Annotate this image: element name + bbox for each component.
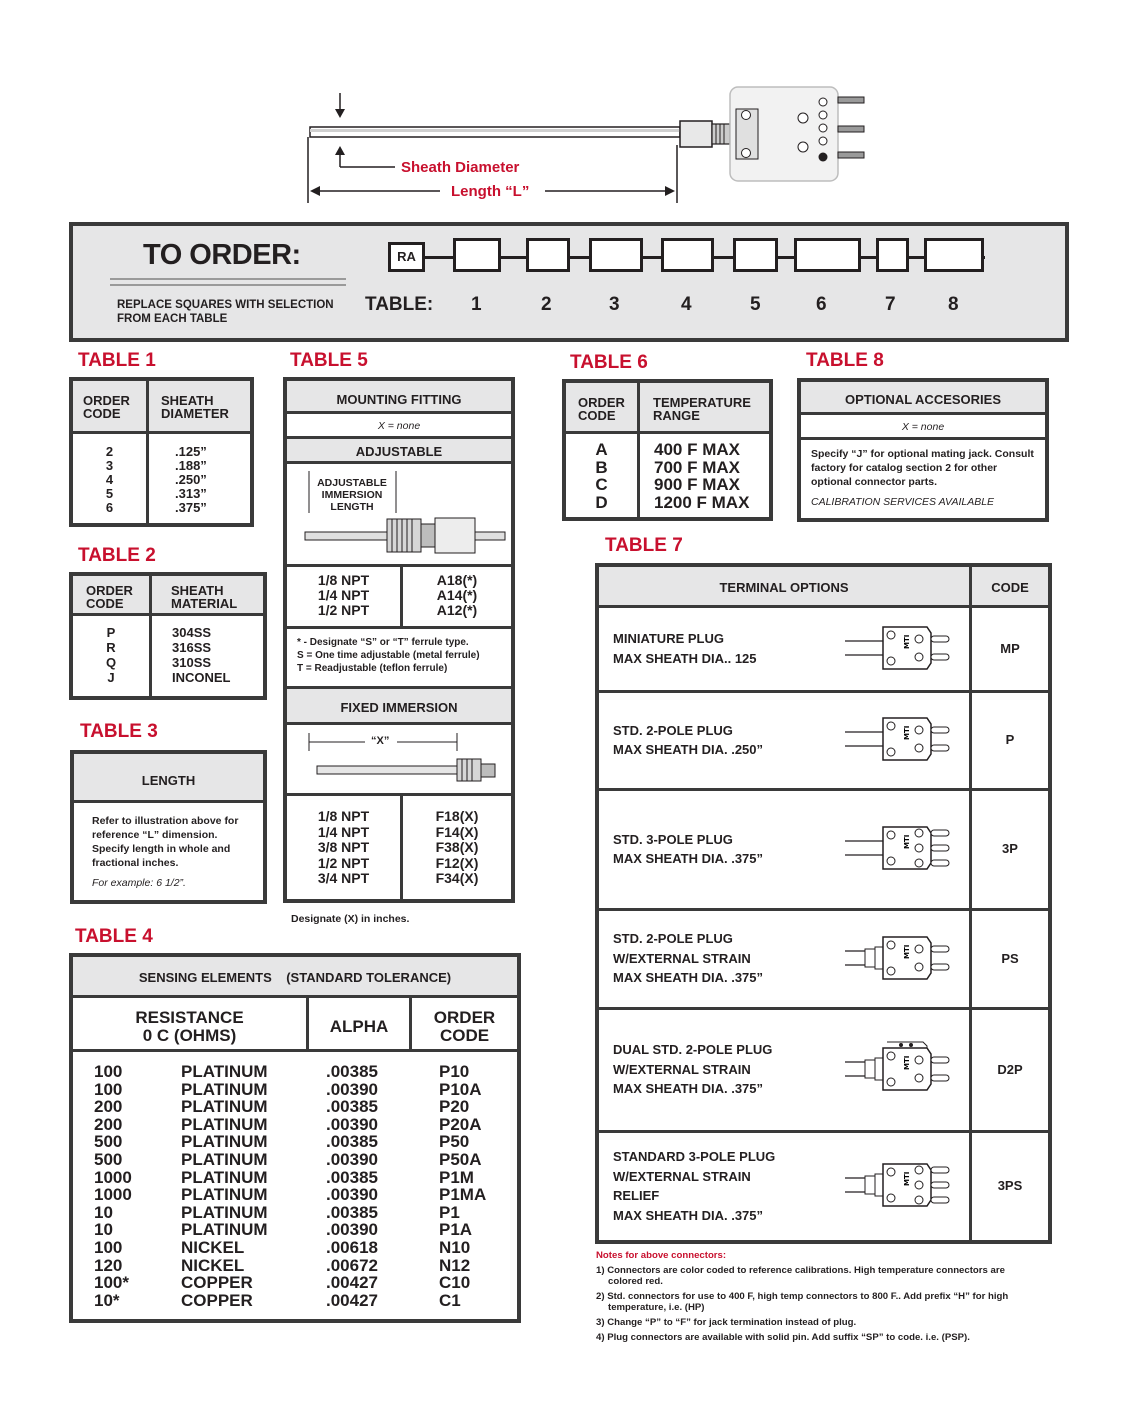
table4-metal: NICKEL bbox=[181, 1255, 245, 1275]
table5-adjustable: ADJUSTABLE bbox=[355, 444, 443, 459]
table5-adj-code: A12(*) bbox=[436, 602, 478, 618]
table7-option-line: MAX SHEATH DIA. .375” bbox=[613, 851, 764, 866]
table4-row bbox=[73, 1081, 513, 1099]
table2-value: 316SS bbox=[172, 640, 212, 655]
table7-option-line: STD. 3-POLE PLUG bbox=[613, 831, 733, 847]
table1-code: 4 bbox=[105, 472, 114, 487]
plug-mark: MTI bbox=[903, 1055, 911, 1070]
table1-code: 6 bbox=[105, 500, 114, 515]
order-square-7[interactable] bbox=[876, 238, 909, 272]
table4-metal: COPPER bbox=[181, 1290, 253, 1310]
order-square-5[interactable] bbox=[733, 238, 778, 272]
table2-code: J bbox=[107, 670, 115, 685]
table2-value: 304SS bbox=[172, 625, 212, 640]
table1-value: .250” bbox=[175, 472, 207, 487]
table4-metal: PLATINUM bbox=[181, 1202, 268, 1222]
table7-option-line: RELIEF bbox=[613, 1188, 660, 1203]
table5-fixed-code: F18(X) bbox=[435, 808, 479, 824]
order-instructions: REPLACE SQUARES WITH SELECTION FROM EACH TABLE bbox=[117, 299, 334, 325]
table5 bbox=[283, 377, 515, 903]
table4-row bbox=[73, 1274, 513, 1292]
table4-code: P50A bbox=[439, 1150, 482, 1169]
table7-option-line: MAX SHEATH DIA.. 125 bbox=[613, 650, 757, 666]
table6-value: 900 F MAX bbox=[654, 475, 740, 495]
table5-note2: S = One time adjustable (metal ferrule) bbox=[297, 650, 480, 661]
table4-col3b: CODE bbox=[439, 1026, 490, 1045]
table5-fixed-size: 1/2 NPT bbox=[317, 854, 370, 871]
table7-code: D2P bbox=[997, 1061, 1023, 1077]
table7-divider bbox=[599, 1130, 1048, 1133]
probe-diagram bbox=[290, 85, 890, 210]
table5-fixed-code: F14(X) bbox=[435, 823, 479, 840]
table4-alpha: .00618 bbox=[326, 1238, 378, 1257]
order-title-rule bbox=[110, 278, 346, 286]
table7-option-line: MAX SHEATH DIA. .375” bbox=[613, 970, 764, 986]
order-num-2: 2 bbox=[541, 294, 552, 315]
table5-fixed: FIXED IMMERSION bbox=[340, 700, 458, 715]
table4-ohms: 120 bbox=[94, 1255, 123, 1275]
table7-option-line: W/EXTERNAL STRAIN bbox=[613, 950, 751, 966]
plug-connector-icon bbox=[835, 1034, 955, 1104]
plug-connector-icon bbox=[835, 704, 955, 774]
table1-value: .375” bbox=[175, 500, 207, 515]
table4-code: N12 bbox=[439, 1255, 471, 1275]
table7-option-text bbox=[613, 1147, 775, 1225]
table4-row bbox=[73, 1204, 513, 1222]
table5-fixed-size: 3/8 NPT bbox=[317, 839, 370, 856]
table4-header: SENSING ELEMENTS (STANDARD TOLERANCE) bbox=[138, 970, 452, 985]
table6-title: TABLE 6 bbox=[570, 352, 648, 373]
table4-metal: PLATINUM bbox=[181, 1132, 268, 1152]
table4-code: P10 bbox=[439, 1062, 470, 1081]
table7-option-text bbox=[613, 721, 763, 760]
table7-divider bbox=[599, 605, 1048, 608]
table4-metal: PLATINUM bbox=[181, 1097, 268, 1117]
note-item: 4) Plug connectors are available with solid pin. Add suffix “SP” to code. i.e. (PSP). bbox=[596, 1332, 970, 1343]
table2-value: 310SS bbox=[172, 655, 212, 670]
table4-metal: PLATINUM bbox=[181, 1114, 268, 1134]
table5-title: TABLE 5 bbox=[290, 350, 368, 371]
order-square-3[interactable] bbox=[589, 238, 643, 272]
table7-option-line: W/EXTERNAL STRAIN bbox=[613, 1061, 751, 1077]
table1-value: .125” bbox=[175, 444, 207, 459]
table7-option-line: DUAL STD. 2-POLE PLUG bbox=[613, 1042, 773, 1058]
table5-note3: T = Readjustable (teflon ferrule) bbox=[297, 663, 448, 674]
table6-value: 700 F MAX bbox=[654, 457, 740, 477]
plug-mark: MTI bbox=[903, 634, 911, 649]
table6-col2: TEMPERATURE RANGE bbox=[653, 395, 751, 423]
table4-row bbox=[73, 1151, 513, 1169]
table6-code: D bbox=[595, 492, 608, 512]
plug-connector-icon bbox=[835, 1150, 955, 1220]
table7-col2: CODE bbox=[991, 580, 1029, 595]
order-square-8[interactable] bbox=[924, 238, 984, 272]
note-item: 2) Std. connectors for use to 400 F, high temp connectors to 800 F.. Add prefix “H” for high temperature, i.e. (HP) bbox=[596, 1291, 1009, 1313]
table2-value: INCONEL bbox=[172, 670, 231, 685]
table4-metal: PLATINUM bbox=[181, 1079, 268, 1099]
table7-option-line: MAX SHEATH DIA. .375” bbox=[613, 1081, 764, 1097]
table7-option-line: MAX SHEATH DIA. .250” bbox=[613, 742, 764, 757]
table3-text: Refer to illustration above for reference “L” dimension. Specify length in whole and fractional inches. bbox=[92, 815, 239, 869]
table4-alpha: .00672 bbox=[326, 1255, 378, 1275]
prefix-text: RA bbox=[397, 249, 416, 264]
table5-adj-size: 1/8 NPT bbox=[317, 572, 370, 588]
table2-col2: SHEATH MATERIAL bbox=[171, 583, 238, 611]
table3-example: For example: 6 1/2”. bbox=[92, 877, 186, 889]
plug-mark: MTI bbox=[903, 1171, 911, 1186]
table7-option-line: MINIATURE PLUG bbox=[613, 631, 724, 646]
table5-fixed-code: F12(X) bbox=[435, 854, 479, 871]
table4-metal: PLATINUM bbox=[181, 1185, 268, 1205]
table7-divider bbox=[599, 908, 1048, 911]
table7-code: 3P bbox=[1002, 841, 1018, 856]
table4-code: P20 bbox=[439, 1097, 470, 1117]
table4-row bbox=[73, 1063, 513, 1081]
table4-metal: PLATINUM bbox=[181, 1220, 268, 1240]
table7-divider bbox=[599, 690, 1048, 693]
table3-header: LENGTH bbox=[141, 773, 196, 788]
table5-header: MOUNTING FITTING bbox=[336, 392, 462, 407]
table1-title: TABLE 1 bbox=[78, 350, 156, 371]
table7-option-line: MAX SHEATH DIA. .375” bbox=[613, 1207, 764, 1223]
table4-row bbox=[73, 1221, 513, 1239]
table8-none: X = none bbox=[901, 421, 945, 433]
table4-alpha: .00385 bbox=[326, 1202, 378, 1222]
order-square-2[interactable] bbox=[526, 238, 570, 272]
table4-alpha: .00427 bbox=[326, 1273, 378, 1293]
table4-alpha: .00385 bbox=[326, 1097, 378, 1117]
table2 bbox=[69, 572, 267, 700]
table7 bbox=[595, 563, 1052, 1244]
table1 bbox=[69, 377, 254, 527]
order-num-6: 6 bbox=[816, 294, 827, 315]
table4-metal: PLATINUM bbox=[181, 1150, 268, 1169]
table5-fixed-code: F34(X) bbox=[435, 870, 479, 887]
table4-code: N10 bbox=[439, 1238, 471, 1257]
table4-code: P10A bbox=[439, 1079, 482, 1099]
table5-adj-size: 1/4 NPT bbox=[317, 587, 370, 603]
table6-value: 400 F MAX bbox=[654, 440, 740, 459]
table4-ohms: 200 bbox=[94, 1114, 123, 1134]
plug-connector-icon bbox=[835, 923, 955, 993]
table1-code: 3 bbox=[105, 458, 114, 473]
table7-code: MP bbox=[1000, 640, 1020, 656]
table4-ohms: 1000 bbox=[94, 1167, 132, 1187]
table7-divider bbox=[599, 1007, 1048, 1010]
table4-code: P1MA bbox=[439, 1185, 487, 1205]
table7-option-line: STD. 2-POLE PLUG bbox=[613, 931, 733, 947]
table4-ohms: 200 bbox=[94, 1097, 123, 1117]
order-num-3: 3 bbox=[609, 294, 620, 315]
note-item: 3) Change “P” to “F” for jack termination instead of plug. bbox=[596, 1317, 857, 1328]
table4-ohms: 10* bbox=[94, 1290, 120, 1310]
table6-col1: ORDER CODE bbox=[578, 395, 625, 423]
fixed-fitting-illustration bbox=[297, 727, 509, 791]
table4-alpha: .00390 bbox=[326, 1150, 378, 1169]
table1-value: .188” bbox=[175, 458, 207, 473]
table4-code: P1 bbox=[439, 1202, 460, 1222]
table4-row bbox=[73, 1239, 513, 1257]
table4-col2: ALPHA bbox=[329, 1017, 389, 1036]
order-square-1[interactable] bbox=[453, 238, 501, 272]
order-title: TO ORDER: bbox=[143, 239, 301, 271]
plug-mark: MTI bbox=[903, 725, 911, 740]
table4-ohms: 10 bbox=[94, 1220, 113, 1240]
notes-title: Notes for above connectors: bbox=[596, 1250, 727, 1261]
table4-alpha: .00390 bbox=[326, 1185, 378, 1205]
table4-alpha: .00385 bbox=[326, 1132, 378, 1152]
order-num-5: 5 bbox=[750, 294, 761, 315]
table4-ohms: 10 bbox=[94, 1202, 113, 1222]
table7-title: TABLE 7 bbox=[605, 535, 683, 556]
table7-code: PS bbox=[1001, 950, 1019, 966]
table4-code: C1 bbox=[439, 1290, 461, 1310]
table6-code: A bbox=[595, 440, 608, 459]
table5-adj-code: A18(*) bbox=[436, 572, 478, 588]
table7-option-text bbox=[613, 629, 757, 668]
table4-ohms: 100* bbox=[94, 1273, 129, 1293]
table4-row bbox=[73, 1098, 513, 1116]
table4-alpha: .00390 bbox=[326, 1220, 378, 1240]
plug-connector-icon bbox=[835, 813, 955, 883]
table1-col1: ORDER CODE bbox=[83, 393, 130, 421]
table6-code: B bbox=[595, 457, 608, 477]
table7-option-text bbox=[613, 830, 763, 869]
table8-header: OPTIONAL ACCESORIES bbox=[844, 392, 1002, 407]
table8 bbox=[797, 378, 1049, 522]
sheath-diameter-label: Sheath Diameter bbox=[401, 159, 520, 176]
order-num-7: 7 bbox=[885, 294, 896, 315]
table4-ohms: 500 bbox=[94, 1150, 123, 1169]
table2-title: TABLE 2 bbox=[78, 545, 156, 566]
table8-calib: CALIBRATION SERVICES AVAILABLE bbox=[811, 496, 995, 508]
table4-metal: COPPER bbox=[181, 1273, 253, 1293]
table1-value: .313” bbox=[175, 486, 207, 501]
table5-x-label: “X” bbox=[371, 735, 390, 747]
table4-row bbox=[73, 1257, 513, 1275]
order-square-6[interactable] bbox=[794, 238, 861, 272]
table4-code: P20A bbox=[439, 1114, 482, 1134]
table7-option-text bbox=[613, 929, 763, 988]
table5-adj-size: 1/2 NPT bbox=[317, 602, 370, 618]
table4-col3a: ORDER bbox=[433, 1008, 496, 1027]
table4-ohms: 100 bbox=[94, 1079, 123, 1099]
table-label: TABLE: bbox=[365, 294, 434, 315]
table7-option-line: W/EXTERNAL STRAIN bbox=[613, 1168, 751, 1184]
length-label: Length “L” bbox=[451, 183, 530, 200]
table4-row bbox=[73, 1169, 513, 1187]
table4-ohms: 1000 bbox=[94, 1185, 132, 1205]
plug-connector-icon bbox=[835, 613, 955, 683]
table6-value: 1200 F MAX bbox=[654, 492, 750, 512]
table4-code: C10 bbox=[439, 1273, 471, 1293]
table7-option-line: STANDARD 3-POLE PLUG bbox=[613, 1149, 776, 1164]
table1-code: 2 bbox=[105, 444, 114, 459]
table7-divider bbox=[599, 788, 1048, 791]
table6-code: C bbox=[595, 475, 608, 495]
table4-ohms: 100 bbox=[94, 1238, 123, 1257]
table1-col2: SHEATH DIAMETER bbox=[161, 393, 229, 421]
table4-ohms: 100 bbox=[94, 1062, 123, 1081]
adjustable-fitting-illustration bbox=[297, 471, 509, 561]
table5-note1: * - Designate “S” or “T” ferrule type. bbox=[297, 637, 469, 648]
table4-col1b: 0 C (OHMS) bbox=[142, 1026, 237, 1045]
table5-none: X = none bbox=[377, 420, 421, 432]
table5-fixed-size: 1/8 NPT bbox=[317, 808, 370, 824]
table4-col1a: RESISTANCE bbox=[135, 1008, 244, 1027]
table4-code: P1M bbox=[439, 1167, 474, 1187]
order-num-1: 1 bbox=[471, 294, 482, 315]
plug-mark: MTI bbox=[903, 944, 911, 959]
table5-designate: Designate (X) in inches. bbox=[291, 913, 410, 925]
table4-metal: PLATINUM bbox=[181, 1167, 268, 1187]
table4-alpha: .00390 bbox=[326, 1114, 378, 1134]
order-square-4[interactable] bbox=[661, 238, 714, 272]
table4-row bbox=[73, 1292, 513, 1310]
table2-code: P bbox=[106, 625, 116, 640]
table7-option-text bbox=[613, 1040, 772, 1099]
table7-code: P bbox=[1005, 732, 1015, 747]
order-num-4: 4 bbox=[681, 294, 692, 315]
table7-option-line: STD. 2-POLE PLUG bbox=[613, 722, 733, 738]
table7-col1: TERMINAL OPTIONS bbox=[719, 580, 849, 595]
table4-code: P50 bbox=[439, 1132, 470, 1152]
table8-text: Specify “J” for optional mating jack. Consult factory for catalog section 2 for other optional connector parts. bbox=[811, 448, 1034, 488]
table4-alpha: .00385 bbox=[326, 1167, 378, 1187]
table4 bbox=[69, 953, 521, 1323]
table3-title: TABLE 3 bbox=[80, 721, 158, 742]
prefix-box bbox=[388, 242, 425, 272]
table5-fixed-size: 3/4 NPT bbox=[317, 870, 370, 887]
table4-row bbox=[73, 1186, 513, 1204]
table5-adj-label: ADJUSTABLE IMMERSION LENGTH bbox=[317, 477, 387, 513]
table7-code: 3PS bbox=[997, 1178, 1023, 1193]
table4-code: P1A bbox=[439, 1220, 473, 1240]
note-item: 1) Connectors are color coded to reference calibrations. High temperature connectors are colored red. bbox=[596, 1265, 1005, 1287]
plug-mark: MTI bbox=[903, 834, 911, 849]
table5-fixed-code: F38(X) bbox=[435, 839, 479, 856]
table4-metal: NICKEL bbox=[181, 1238, 245, 1257]
table4-ohms: 500 bbox=[94, 1132, 123, 1152]
table6 bbox=[562, 379, 773, 521]
table5-fixed-size: 1/4 NPT bbox=[317, 823, 370, 840]
table5-adj-code: A14(*) bbox=[436, 587, 478, 603]
table4-alpha: .00427 bbox=[326, 1290, 378, 1310]
table4-alpha: .00385 bbox=[326, 1062, 378, 1081]
table3 bbox=[70, 750, 267, 904]
notes bbox=[596, 1250, 1036, 1343]
table4-row bbox=[73, 1116, 513, 1134]
table4-alpha: .00390 bbox=[326, 1079, 378, 1099]
table2-col1: ORDER CODE bbox=[86, 583, 133, 611]
order-num-8: 8 bbox=[948, 294, 959, 315]
table4-title: TABLE 4 bbox=[75, 926, 153, 947]
table2-code: R bbox=[106, 640, 116, 655]
table2-code: Q bbox=[105, 655, 117, 670]
table4-metal: PLATINUM bbox=[181, 1062, 268, 1081]
table1-code: 5 bbox=[105, 486, 114, 501]
table4-row bbox=[73, 1133, 513, 1151]
table8-title: TABLE 8 bbox=[806, 350, 884, 371]
